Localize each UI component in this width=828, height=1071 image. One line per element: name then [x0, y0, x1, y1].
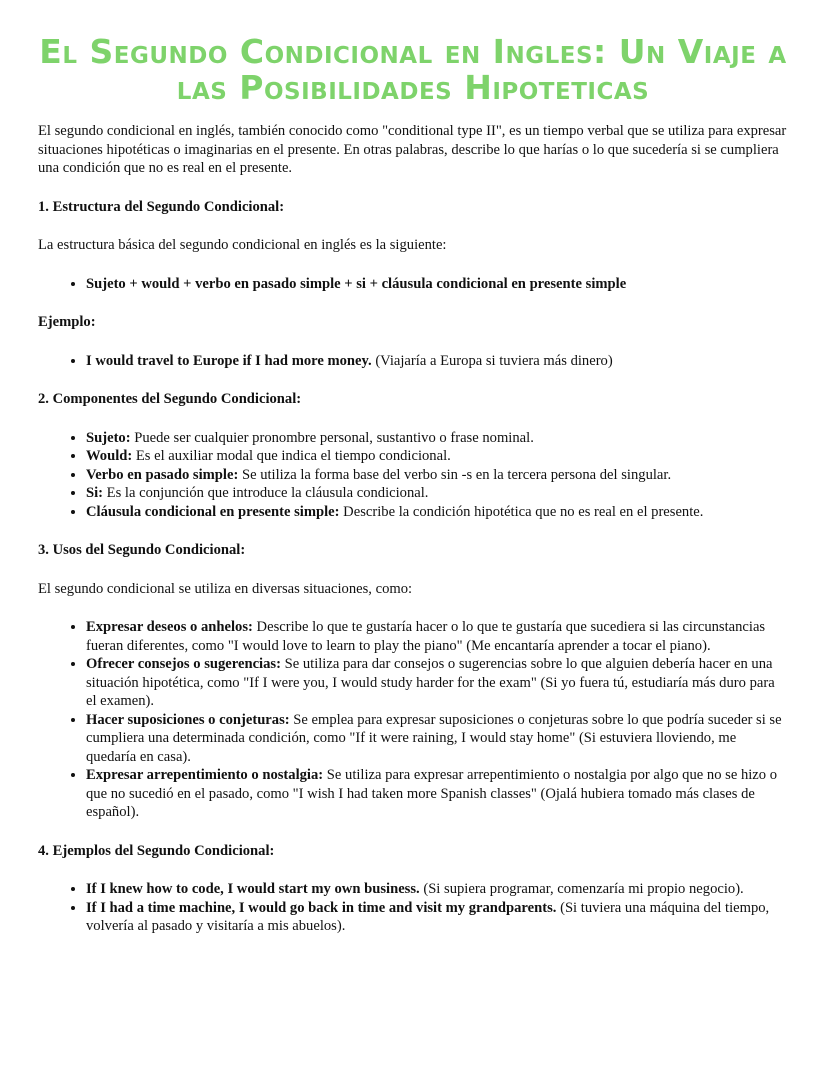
- intro-paragraph: El segundo condicional en inglés, también conocido como "conditional type II", es un tiempo verbal que se utiliza para expresar situaciones hipotéticas o imaginarias en el presente. En otras palabras, describe lo que harías o lo que sucedería si se cumpliera una condición que no es real en el presente.: [38, 123, 787, 176]
- list-item-desc: Describe lo que te gustaría hacer o lo que te gustaría que sucediera si las circunstancias fueran diferentes, como "I would love to learn to play the piano" (Me encantaría aprender a tocar el piano).: [86, 619, 766, 654]
- list-item: [86, 503, 788, 522]
- list-item-desc: Se emplea para expresar suposiciones o conjeturas sobre lo que podría suceder si se cumpliera una determinada condición, como "If it were raining, I would stay home" (Si estuviera lloviendo, me quedaría en casa).: [86, 711, 782, 765]
- examples-list: [38, 880, 788, 936]
- components-list: [38, 429, 788, 522]
- list-item-desc: Describe la condición hipotética que no es real en el presente.: [339, 503, 704, 520]
- example-translation: (Viajaría a Europa si tuviera más dinero): [371, 352, 613, 369]
- formula-text: Sujeto + would + verbo en pasado simple + si + cláusula condicional en presente simple: [86, 275, 627, 292]
- list-item-term: Cláusula condicional en presente simple:: [86, 503, 340, 520]
- list-item-term: Expresar deseos o anhelos:: [86, 619, 253, 635]
- list-item-term: Expresar arrepentimiento o nostalgia:: [86, 767, 324, 783]
- list-item-term: If I had a time machine, I would go back in time and visit my grandparents.: [86, 899, 557, 916]
- section-2-heading: 2. Componentes del Segundo Condicional:: [38, 391, 302, 407]
- list-item: [86, 711, 788, 767]
- example-list: [38, 352, 788, 371]
- list-item-term: Would:: [86, 448, 133, 464]
- section-3-heading: 3. Usos del Segundo Condicional:: [38, 542, 246, 558]
- page-title: El Segundo Condicional en Ingles: Un Viaje a las Posibilidades Hipoteticas: [39, 32, 787, 107]
- list-item-desc: (Si supiera programar, comenzaría mi propio negocio).: [419, 881, 744, 897]
- section-1-heading: 1. Estructura del Segundo Condicional:: [38, 198, 285, 215]
- section-4-heading: 4. Ejemplos del Segundo Condicional:: [38, 842, 275, 859]
- list-item-term: Ofrecer consejos o sugerencias:: [86, 656, 281, 672]
- structure-formula: [86, 275, 788, 294]
- list-item-desc: Se utiliza para dar consejos o sugerencias sobre lo que alguien debería hacer en una situación hipotética, como "If I were you, I would study harder for the exam" (Si yo fuera tú, estudiaría más duro para el examen).: [86, 656, 775, 709]
- section-1-text: La estructura básica del segundo condicional en inglés es la siguiente:: [38, 237, 447, 253]
- list-item-term: If I knew how to code, I would start my own business.: [86, 881, 420, 897]
- list-item-desc: (Si tuviera una máquina del tiempo, volvería al pasado y visitaría a mis abuelos).: [86, 899, 770, 934]
- example-heading: Ejemplo:: [38, 314, 96, 330]
- list-item-term: Hacer suposiciones o conjeturas:: [86, 711, 290, 728]
- example-bold: I would travel to Europe if I had more money.: [86, 352, 372, 369]
- list-item: [86, 899, 788, 936]
- list-item: [86, 655, 788, 711]
- list-item: [86, 466, 788, 485]
- list-item-desc: Se utiliza para expresar arrepentimiento o nostalgia por algo que no se hizo o que no sucedió en el pasado, como "I wish I had taken more Spanish classes" (Ojalá hubiera tomado más clases de español).: [86, 767, 778, 820]
- section-3-text: El segundo condicional se utiliza en diversas situaciones, como:: [38, 580, 413, 597]
- uses-list: [38, 618, 788, 822]
- list-item: [86, 447, 788, 466]
- example-item: [86, 352, 788, 371]
- list-item-desc: Se utiliza la forma base del verbo sin -s en la tercera persona del singular.: [238, 466, 672, 483]
- list-item-term: Verbo en pasado simple:: [86, 466, 239, 483]
- list-item: [86, 429, 788, 448]
- structure-list: [38, 275, 788, 294]
- list-item: [86, 880, 788, 899]
- list-item-term: Sujeto:: [86, 429, 131, 446]
- list-item: [86, 484, 788, 503]
- list-item-desc: Es la conjunción que introduce la cláusula condicional.: [103, 485, 429, 501]
- list-item: [86, 618, 788, 655]
- list-item: [86, 766, 788, 822]
- list-item-desc: Puede ser cualquier pronombre personal, sustantivo o frase nominal.: [130, 429, 534, 446]
- list-item-term: Si:: [86, 485, 104, 501]
- list-item-desc: Es el auxiliar modal que indica el tiempo condicional.: [132, 448, 451, 464]
